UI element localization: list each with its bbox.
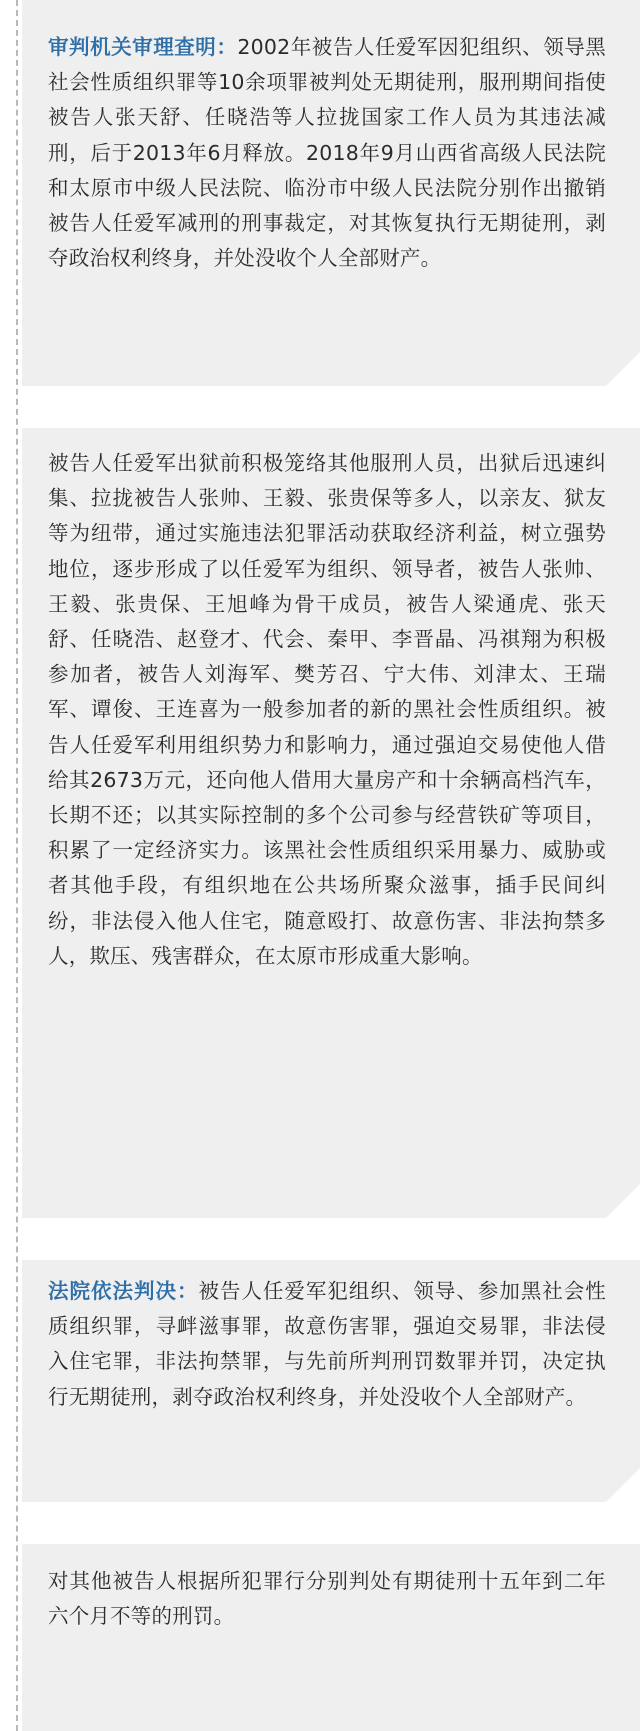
finding-heading: 审判机关审理查明： [48, 35, 238, 59]
dashed-divider-line [16, 0, 18, 1731]
gang-details-paragraph: 被告人任爱军出狱前积极笼络其他服刑人员，出狱后迅速纠集、拉拢被告人张帅、王毅、张贵保等多人，以亲友、狱友等为纽带，通过实施违法犯罪活动获取经济利益，树立强势地位，逐步形成了以任爱军为组织、领导者，被告人张帅、王毅、张贵保、王旭峰为骨干成员，被告人梁通虎、张天舒、任晓浩、赵登才、代会、秦甲、李晋晶、冯祺翔为积极参加者，被告人刘海军、樊芳召、宁大伟、刘津太、王瑞军、谭俊、王连喜为一般参加者的新的黑社会性质组织。被告人任爱军利用组织势力和影响力，通过强迫交易使他人借给其2673万元，还向他人借用大量房产和十余辆高档汽车，长期不还；以其实际控制的多个公司参与经营铁矿等项目，积累了一定经济实力。该黑社会性质组织采用暴力、威胁或者其他手段，有组织地在公共场所聚众滋事，插手民间纠纷，非法侵入他人住宅，随意殴打、故意伤害、非法拘禁多人，欺压、残害群众，在太原市形成重大影响。 [48, 451, 606, 968]
verdict-card [22, 1260, 640, 1502]
verdict-heading: 法院依法判决： [48, 1279, 199, 1303]
other-defendants-card [22, 1544, 640, 1731]
page-fold-corner [606, 1468, 640, 1502]
verdict-text: 被告人任爱军犯组织、领导、参加黑社会性质组织罪，寻衅滋事罪，故意伤害罪，强迫交易罪，非法侵入住宅罪，非法拘禁罪，与先前所判刑罚数罪并罚，决定执行无期徒刑，剥夺政治权利终身，并处没收个人全部财产。 [48, 1279, 606, 1409]
other-defendants-paragraph: 对其他被告人根据所犯罪行分别判处有期徒刑十五年到二年六个月不等的刑罚。 [48, 1569, 606, 1629]
finding-text: 2002年被告人任爱军因犯组织、领导黑社会性质组织罪等10余项罪被判处无期徒刑，服刑期间指使被告人张天舒、任晓浩等人拉拢国家工作人员为其违法减刑，后于2013年6月释放。2018年9月山西省高级人民法院和太原市中级人民法院、临汾市中级人民法院分别作出撤销被告人任爱军减刑的刑事裁定，对其恢复执行无期徒刑，剥夺政治权利终身，并处没收个人全部财产。 [48, 35, 606, 271]
finding-paragraph [48, 30, 606, 276]
page-fold-corner [606, 352, 640, 386]
finding-card [22, 0, 640, 386]
gang-details-card [22, 428, 640, 1218]
verdict-paragraph [48, 1274, 606, 1415]
page-fold-corner [606, 1184, 640, 1218]
